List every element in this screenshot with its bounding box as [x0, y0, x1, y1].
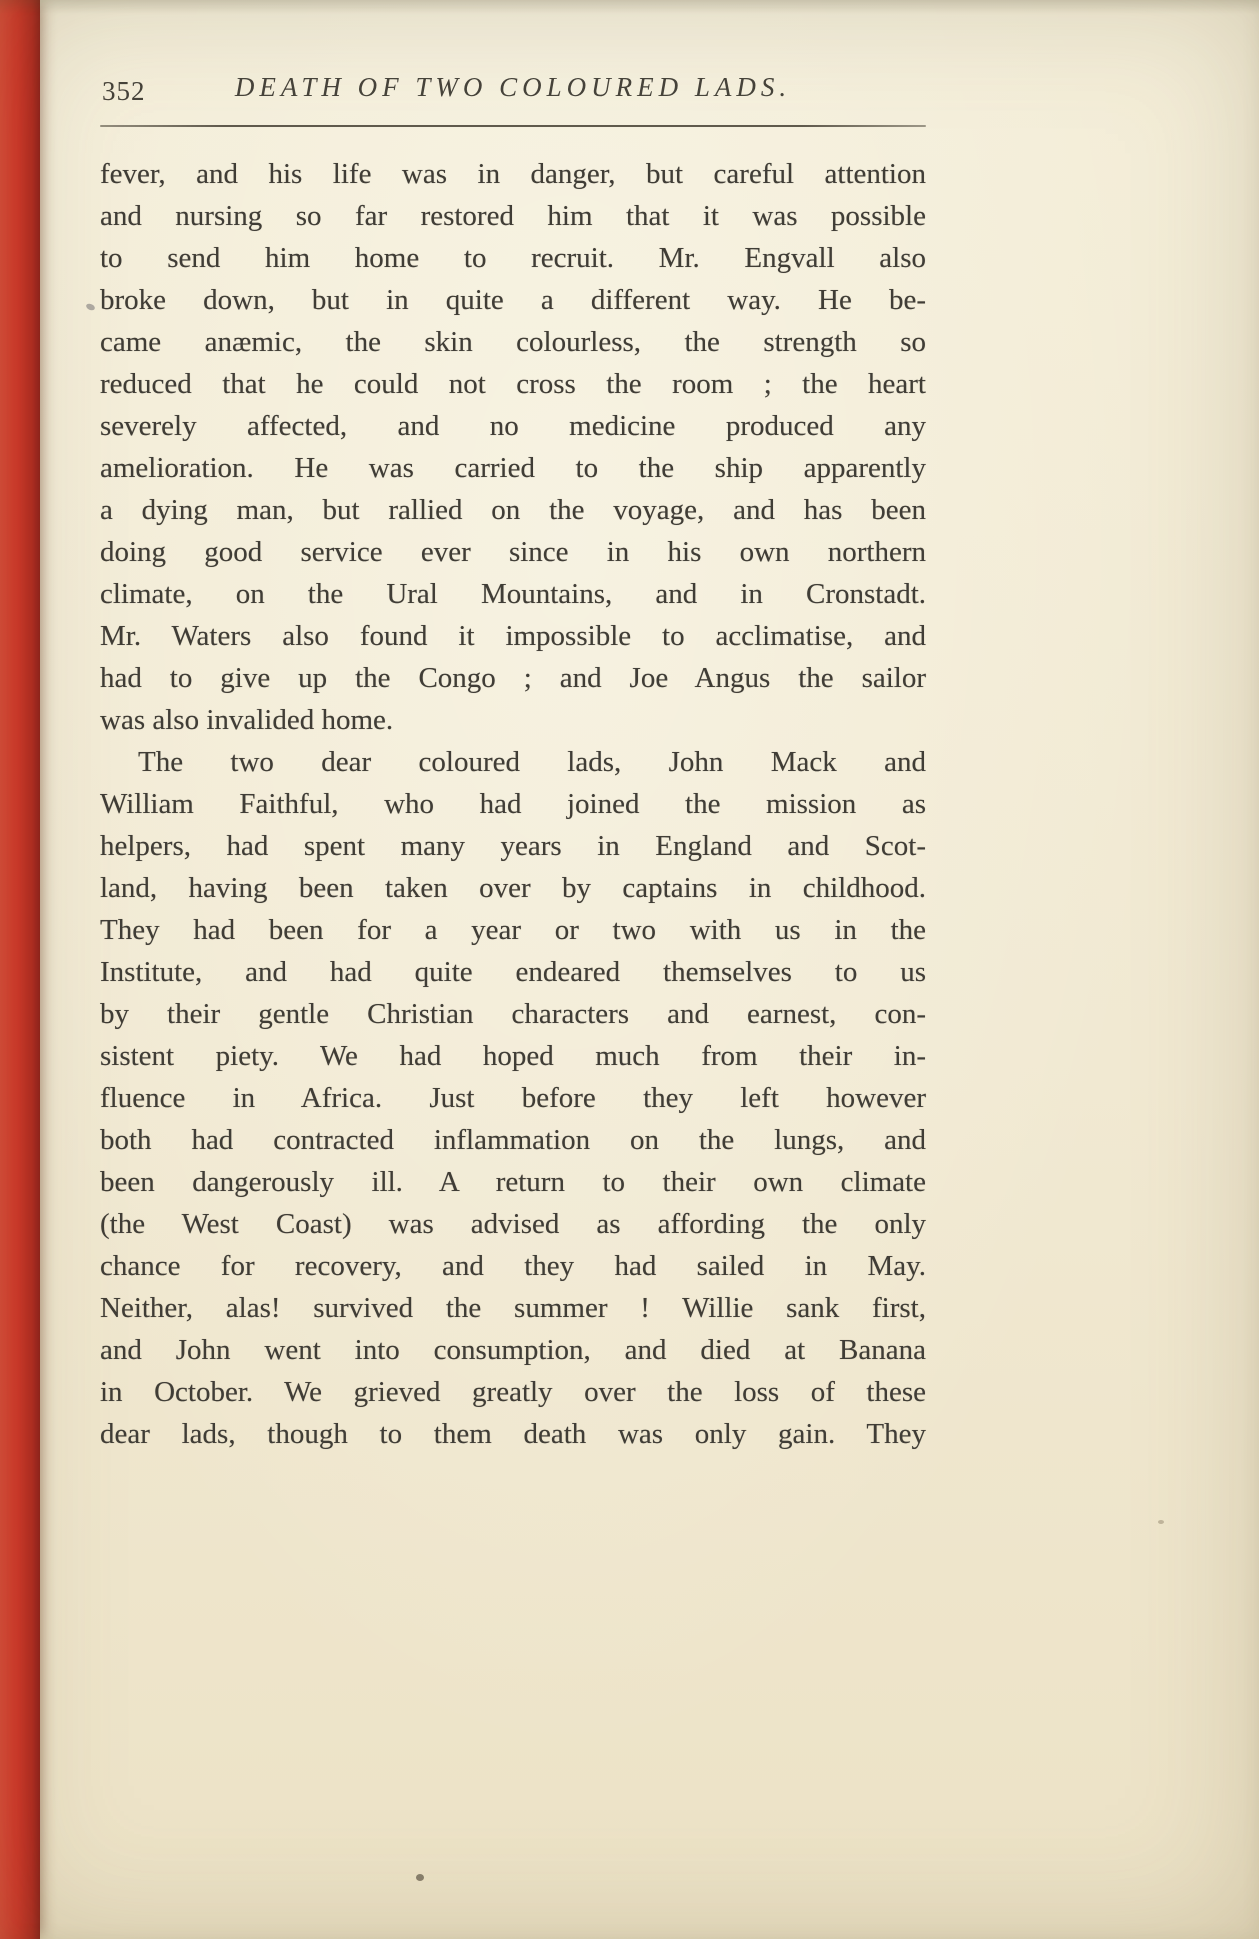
- text-line: William Faithful, who had joined the mission as: [100, 788, 926, 820]
- text-line: (the West Coast) was advised as affording the only: [100, 1208, 926, 1240]
- header-rule: [100, 125, 926, 127]
- text-line: Institute, and had quite endeared themselves to us: [100, 956, 926, 988]
- text-line: fluence in Africa. Just before they left however: [100, 1082, 926, 1114]
- text-line: both had contracted inflammation on the lungs, and: [100, 1124, 926, 1156]
- text-line: They had been for a year or two with us in the: [100, 914, 926, 946]
- text-line: Mr. Waters also found it impossible to acclimatise, and: [100, 620, 926, 652]
- body-text: [100, 153, 926, 1455]
- text-line: came anæmic, the skin colourless, the strength so: [100, 326, 926, 358]
- text-line: and nursing so far restored him that it was possible: [100, 200, 926, 232]
- page-header: [100, 72, 926, 108]
- text-line: to send him home to recruit. Mr. Engvall also: [100, 242, 926, 274]
- text-line: doing good service ever since in his own northern: [100, 536, 926, 568]
- text-line: land, having been taken over by captains in childhood.: [100, 872, 926, 904]
- text-line: reduced that he could not cross the room ; the heart: [100, 368, 926, 400]
- text-line: helpers, had spent many years in England and Scot-: [100, 830, 926, 862]
- text-line: severely affected, and no medicine produced any: [100, 410, 926, 442]
- ink-speck: [416, 1874, 424, 1881]
- paragraph: [100, 153, 926, 741]
- text-line: and John went into consumption, and died at Banana: [100, 1334, 926, 1366]
- scan-edge-shading: [0, 0, 1259, 14]
- text-line: had to give up the Congo ; and Joe Angus the sailor: [100, 662, 926, 694]
- ink-speck: [1158, 1520, 1164, 1524]
- text-line: fever, and his life was in danger, but careful attention: [100, 158, 926, 190]
- text-line: a dying man, but rallied on the voyage, and has been: [100, 494, 926, 526]
- text-line: broke down, but in quite a different way. He be-: [100, 284, 926, 316]
- text-line: dear lads, though to them death was only gain. They: [100, 1418, 926, 1450]
- running-title: DEATH OF TWO COLOURED LADS.: [234, 72, 792, 102]
- text-line: chance for recovery, and they had sailed in May.: [100, 1250, 926, 1282]
- text-line: climate, on the Ural Mountains, and in Cronstadt.: [100, 578, 926, 610]
- page-content: [100, 72, 926, 1455]
- text-line: in October. We grieved greatly over the loss of these: [100, 1376, 926, 1408]
- text-line: The two dear coloured lads, John Mack and: [138, 746, 926, 778]
- book-spine-edge: [0, 0, 40, 1939]
- ink-speck: [85, 302, 96, 312]
- text-line: was also invalided home.: [100, 704, 394, 736]
- paragraph: [100, 741, 926, 1455]
- text-line: by their gentle Christian characters and earnest, con-: [100, 998, 926, 1030]
- text-line: sistent piety. We had hoped much from their in-: [100, 1040, 926, 1072]
- text-line: been dangerously ill. A return to their own climate: [100, 1166, 926, 1198]
- text-line: amelioration. He was carried to the ship apparently: [100, 452, 926, 484]
- text-line: Neither, alas! survived the summer ! Willie sank first,: [100, 1292, 926, 1324]
- page-number: 352: [102, 76, 146, 106]
